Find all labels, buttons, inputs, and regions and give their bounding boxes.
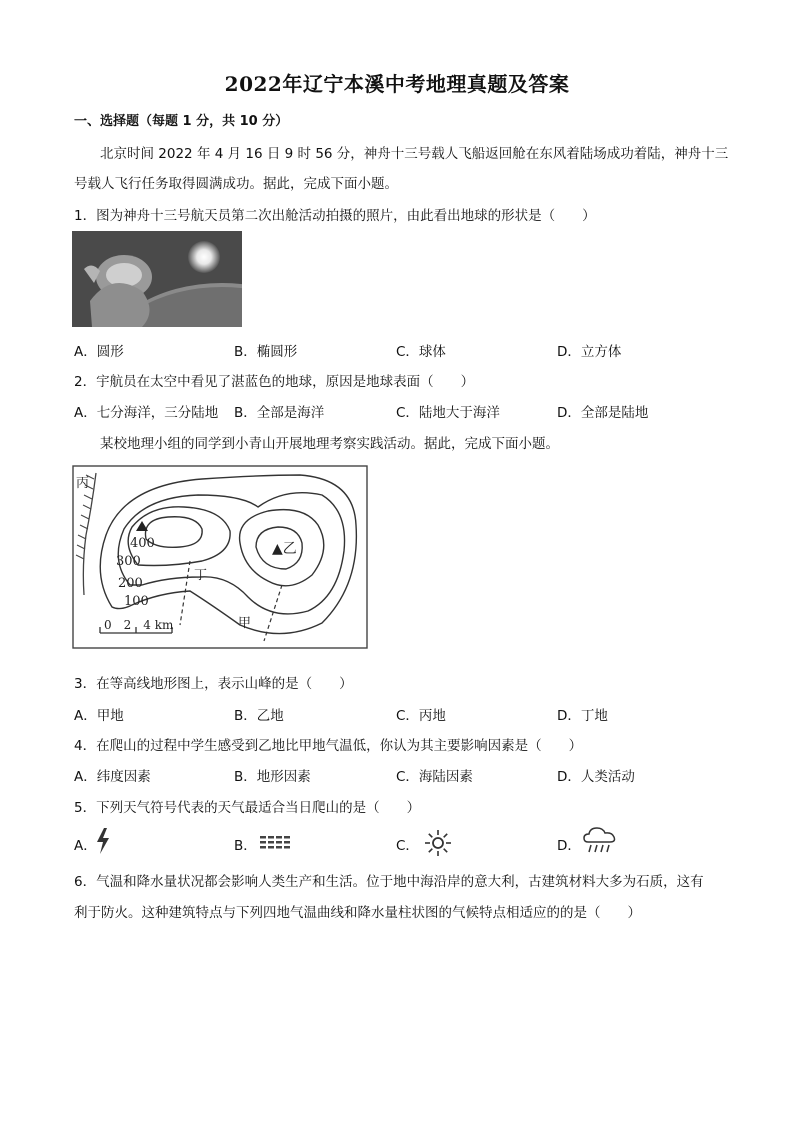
q5-option-a[interactable]: A． xyxy=(74,838,97,854)
q1-option-b[interactable]: B．椭圆形 xyxy=(234,344,298,360)
q2-option-b[interactable]: B．全部是海洋 xyxy=(234,405,325,421)
q3-option-b[interactable]: B．乙地 xyxy=(234,708,284,724)
contour-map xyxy=(72,465,368,649)
q2-option-c[interactable]: C．陆地大于海洋 xyxy=(396,405,500,421)
q1-option-a[interactable]: A．圆形 xyxy=(74,344,124,360)
astronaut-earth-photo xyxy=(72,231,242,327)
map-label-bing: 丙 xyxy=(76,476,90,491)
contour-label-300: 300 xyxy=(116,554,141,569)
question-3: 3．在等高线地形图上，表示山峰的是（ ） xyxy=(74,676,353,692)
contour-label-400: 400 xyxy=(130,536,155,551)
intro-paragraph-1: 北京时间 2022 年 4 月 16 日 9 时 56 分，神舟十三号载人飞船返回舱在东风着陆场成功着陆，神舟十三 xyxy=(100,146,729,162)
q5-option-b[interactable]: B． xyxy=(234,838,257,854)
intro-paragraph-2: 某校地理小组的同学到小青山开展地理考察实践活动。据此，完成下面小题。 xyxy=(100,436,559,452)
q4-option-a[interactable]: A．纬度因素 xyxy=(74,769,151,785)
q3-option-c[interactable]: C．丙地 xyxy=(396,708,446,724)
question-5: 5．下列天气符号代表的天气最适合当日爬山的是（ ） xyxy=(74,800,421,816)
map-scale-label: 0 2 4 km xyxy=(104,618,174,632)
question-2: 2．宇航员在太空中看见了湛蓝色的地球，原因是地球表面（ ） xyxy=(74,374,475,390)
q2-option-a[interactable]: A．七分海洋，三分陆地 xyxy=(74,405,219,421)
q3-option-d[interactable]: D．丁地 xyxy=(557,708,608,724)
sunny-icon xyxy=(424,829,452,861)
question-6: 6．气温和降水量状况都会影响人类生产和生活。位于地中海沿岸的意大利，古建筑材料大多为石质，这有 xyxy=(74,874,704,890)
page-title: 2022年辽宁本溪中考地理真题及答案 xyxy=(224,72,570,96)
rain-icon xyxy=(582,826,618,858)
q5-option-c[interactable]: C． xyxy=(396,838,419,854)
contour-label-200: 200 xyxy=(118,576,143,591)
q5-option-d[interactable]: D． xyxy=(557,838,581,854)
q1-option-c[interactable]: C．球体 xyxy=(396,344,446,360)
q1-option-d[interactable]: D．立方体 xyxy=(557,344,622,360)
map-label-jia: 甲 xyxy=(238,616,252,631)
q2-option-d[interactable]: D．全部是陆地 xyxy=(557,405,649,421)
map-label-ding: 丁 xyxy=(194,568,208,583)
intro-paragraph-1-cont: 号载人飞行任务取得圆满成功。据此，完成下面小题。 xyxy=(74,176,398,192)
question-6-cont: 利于防火。这种建筑特点与下列四地气温曲线和降水量柱状图的气候特点相适应的的是（ ） xyxy=(74,905,641,921)
section-heading: 一、选择题（每题 1 分，共 10 分） xyxy=(74,114,289,129)
fog-icon xyxy=(259,834,291,854)
q4-option-c[interactable]: C．海陆因素 xyxy=(396,769,473,785)
thunderstorm-icon xyxy=(94,827,112,859)
question-4: 4．在爬山的过程中学生感受到乙地比甲地气温低，你认为其主要影响因素是（ ） xyxy=(74,738,583,754)
question-1: 1．图为神舟十三号航天员第二次出舱活动拍摄的照片，由此看出地球的形状是（ ） xyxy=(74,208,596,224)
map-label-yi: ▲乙 xyxy=(272,541,297,557)
q4-option-d[interactable]: D．人类活动 xyxy=(557,769,635,785)
q3-option-a[interactable]: A．甲地 xyxy=(74,708,124,724)
q4-option-b[interactable]: B．地形因素 xyxy=(234,769,311,785)
contour-label-100: 100 xyxy=(124,594,149,609)
